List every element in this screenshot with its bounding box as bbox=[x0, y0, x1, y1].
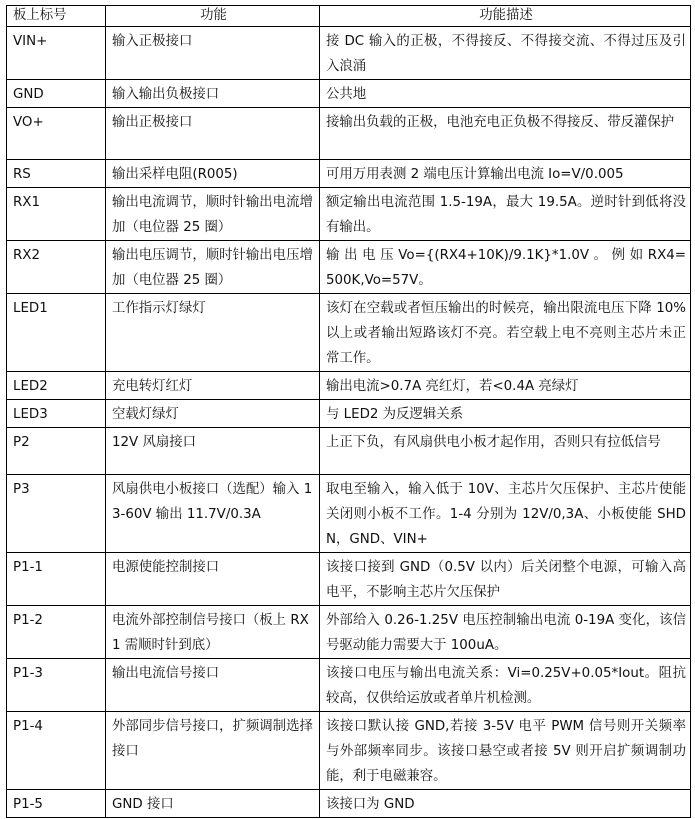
cell-board-label: RX1 bbox=[7, 188, 106, 241]
cell-description: 接输出负载的正极，电池充电正负极不得接反、带反灌保护 bbox=[320, 108, 691, 160]
cell-board-label: LED1 bbox=[7, 294, 106, 372]
cell-description: 该接口默认接 GND,若接 3-5V 电平 PWM 信号则开关频率与外部频率同步。该接口悬空或者接 5V 则开启扩频调制功能，利于电磁兼容。 bbox=[320, 712, 691, 790]
cell-description: 与 LED2 为反逻辑关系 bbox=[320, 400, 691, 428]
cell-description: 公共地 bbox=[320, 80, 691, 108]
table-row bbox=[7, 428, 691, 475]
table-row bbox=[7, 80, 691, 108]
cell-function: 工作指示灯绿灯 bbox=[106, 294, 320, 372]
cell-description: 可用万用表测 2 端电压计算输出电流 Io=V/0.005 bbox=[320, 160, 691, 188]
cell-function: 外部同步信号接口，扩频调制选择接口 bbox=[106, 712, 320, 790]
cell-description: 该接口电压与输出电流关系：Vi=0.25V+0.05*Iout。阻抗较高，仅供给运放或者单片机检测。 bbox=[320, 659, 691, 712]
cell-function: 输入输出负极接口 bbox=[106, 80, 320, 108]
cell-function: 输出采样电阻(R005) bbox=[106, 160, 320, 188]
cell-function: 输出正极接口 bbox=[106, 108, 320, 160]
table-row bbox=[7, 160, 691, 188]
header-function: 功能 bbox=[106, 6, 320, 27]
cell-board-label: RS bbox=[7, 160, 106, 188]
table-header-row bbox=[7, 6, 691, 27]
table-row bbox=[7, 475, 691, 553]
table-row bbox=[7, 108, 691, 160]
cell-function: 电流外部控制信号接口（板上 RX1 需顺时针到底） bbox=[106, 606, 320, 659]
cell-description: 该接口接到 GND（0.5V 以内）后关闭整个电源，可输入高电平，不影响主芯片欠压保护 bbox=[320, 553, 691, 606]
cell-description: 该灯在空载或者恒压输出的时候亮，输出限流电压下降 10%以上或者输出短路该灯不亮。若空载上电不亮则主芯片未正常工作。 bbox=[320, 294, 691, 372]
cell-description: 取电至输入，输入低于 10V、主芯片欠压保护、主芯片使能关闭则小板不工作。1-4 分别为 12V/0,3A、小板使能 SHDN，GND、VIN+ bbox=[320, 475, 691, 553]
cell-board-label: P1-5 bbox=[7, 790, 106, 818]
table-row bbox=[7, 712, 691, 790]
cell-board-label: GND bbox=[7, 80, 106, 108]
cell-function: 输出电流调节，顺时针输出电流增加（电位器 25 圈） bbox=[106, 188, 320, 241]
table-row bbox=[7, 294, 691, 372]
pin-function-table bbox=[6, 5, 691, 818]
cell-function: 12V 风扇接口 bbox=[106, 428, 320, 475]
cell-description: 输出电流>0.7A 亮红灯，若<0.4A 亮绿灯 bbox=[320, 372, 691, 400]
cell-board-label: P1-1 bbox=[7, 553, 106, 606]
cell-description: 该接口为 GND bbox=[320, 790, 691, 818]
cell-function: GND 接口 bbox=[106, 790, 320, 818]
cell-board-label: VIN+ bbox=[7, 27, 106, 80]
cell-description: 接 DC 输入的正极，不得接反、不得接交流、不得过压及引入浪涌 bbox=[320, 27, 691, 80]
header-board-label: 板上标号 bbox=[7, 6, 106, 27]
table-row bbox=[7, 790, 691, 818]
header-description: 功能描述 bbox=[320, 6, 691, 27]
table-row bbox=[7, 188, 691, 241]
table-row bbox=[7, 553, 691, 606]
cell-function: 空载灯绿灯 bbox=[106, 400, 320, 428]
cell-board-label: P3 bbox=[7, 475, 106, 553]
cell-board-label: P1-4 bbox=[7, 712, 106, 790]
table-row bbox=[7, 372, 691, 400]
table-row bbox=[7, 27, 691, 80]
cell-board-label: P2 bbox=[7, 428, 106, 475]
table-row bbox=[7, 606, 691, 659]
cell-board-label: P1-2 bbox=[7, 606, 106, 659]
cell-board-label: LED3 bbox=[7, 400, 106, 428]
table-row bbox=[7, 241, 691, 294]
cell-description: 上正下负，有风扇供电小板才起作用，否则只有拉低信号 bbox=[320, 428, 691, 475]
cell-function: 输出电压调节，顺时针输出电压增加（电位器 25 圈） bbox=[106, 241, 320, 294]
cell-board-label: P1-3 bbox=[7, 659, 106, 712]
cell-function: 风扇供电小板接口（选配）输入 13-60V 输出 11.7V/0.3A bbox=[106, 475, 320, 553]
cell-function: 电源使能控制接口 bbox=[106, 553, 320, 606]
cell-board-label: LED2 bbox=[7, 372, 106, 400]
table-row bbox=[7, 400, 691, 428]
cell-board-label: VO+ bbox=[7, 108, 106, 160]
table-row bbox=[7, 659, 691, 712]
cell-description: 额定输出电流范围 1.5-19A，最大 19.5A。逆时针到低将没有输出。 bbox=[320, 188, 691, 241]
cell-description: 外部给入 0.26-1.25V 电压控制输出电流 0-19A 变化，该信号驱动能力需要大于 100uA。 bbox=[320, 606, 691, 659]
cell-function: 输入正极接口 bbox=[106, 27, 320, 80]
cell-board-label: RX2 bbox=[7, 241, 106, 294]
cell-description: 输 出 电 压 Vo={(RX4+10K)/9.1K}*1.0V 。 例 如 RX4=500K,Vo=57V。 bbox=[320, 241, 691, 294]
cell-function: 输出电流信号接口 bbox=[106, 659, 320, 712]
cell-function: 充电转灯红灯 bbox=[106, 372, 320, 400]
